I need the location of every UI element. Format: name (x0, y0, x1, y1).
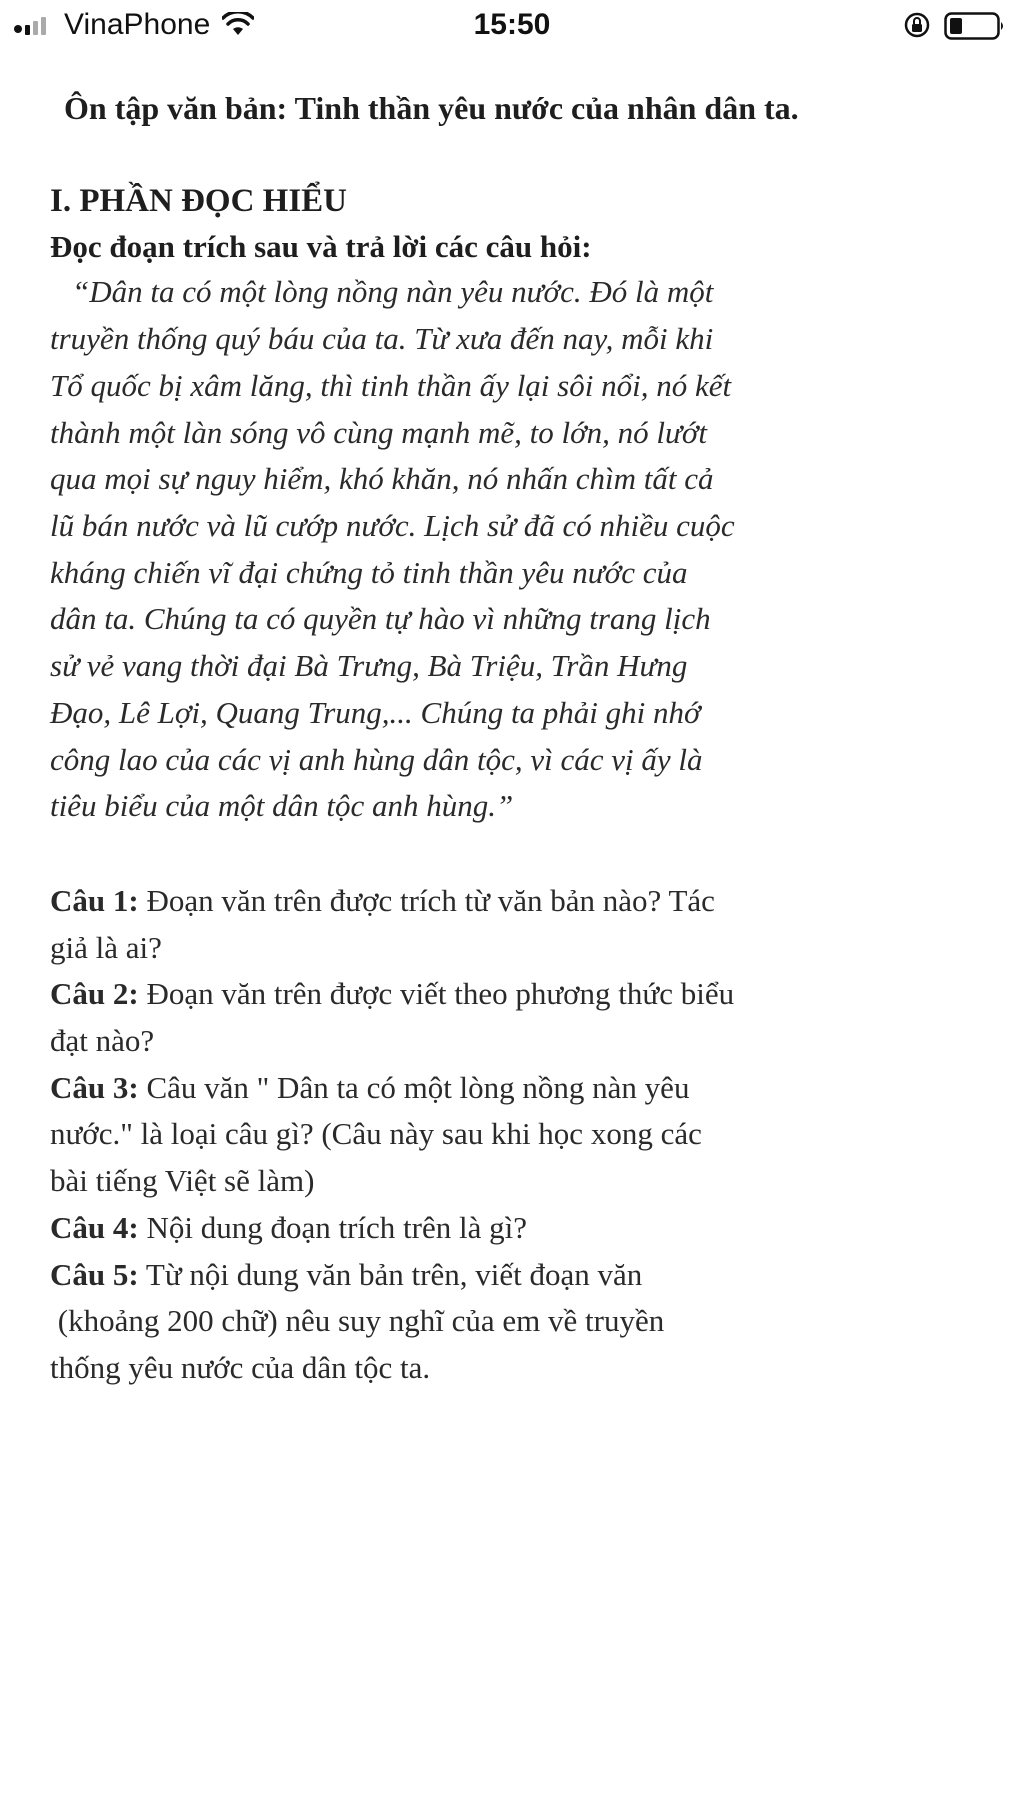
question-text: Đoạn văn trên được trích từ văn bản nào? Tác (138, 882, 715, 918)
question-item (50, 1205, 990, 1252)
question-first-line (50, 878, 990, 925)
question-first-line (50, 1252, 990, 1299)
question-continuation: (khoảng 200 chữ) nêu suy nghĩ của em về truyền (50, 1303, 665, 1339)
question-list (50, 878, 990, 1392)
question-label: Câu 4: (50, 1209, 139, 1245)
question-continuation: bài tiếng Việt sẽ làm) (50, 1163, 315, 1199)
rotation-lock-icon (903, 11, 931, 39)
question-item (50, 1065, 990, 1205)
question-label: Câu 1: (50, 882, 139, 918)
question-first-line (50, 971, 990, 1018)
excerpt-line: dân ta. Chúng ta có quyền tự hào vì những trang lịch (50, 601, 711, 637)
excerpt-line: Đạo, Lê Lợi, Quang Trung,... Chúng ta phải ghi nhớ (50, 694, 701, 730)
question-label: Câu 2: (50, 976, 139, 1012)
instruction: Đọc đoạn trích sau và trả lời các câu hỏi: (50, 229, 592, 265)
status-time: 15:50 (473, 8, 551, 41)
excerpt-line: Tổ quốc bị xâm lăng, thì tinh thần ấy lại sôi nổi, nó kết (50, 367, 732, 403)
question-text: Nội dung đoạn trích trên là gì? (138, 1209, 527, 1245)
question-label: Câu 5: (50, 1256, 139, 1292)
excerpt-line: thành một làn sóng vô cùng mạnh mẽ, to lớn, nó lướt (50, 414, 708, 450)
question-continuation: giả là ai? (50, 929, 162, 965)
question-continuation: nước." là loại câu gì? (Câu này sau khi học xong các (50, 1116, 702, 1152)
excerpt-line: công lao của các vị anh hùng dân tộc, vì các vị ấy là (50, 741, 703, 777)
question-continuation: thống yêu nước của dân tộc ta. (50, 1349, 431, 1385)
excerpt-line: qua mọi sự nguy hiểm, khó khăn, nó nhấn chìm tất cả (50, 461, 714, 497)
excerpt-line: “Dân ta có một lòng nồng nàn yêu nước. Đó là một (72, 274, 714, 310)
question-text: Câu văn " Dân ta có một lòng nồng nàn yêu (138, 1069, 690, 1105)
question-item (50, 971, 990, 1064)
question-continuation: đạt nào? (50, 1023, 155, 1059)
excerpt-line: sử vẻ vang thời đại Bà Trưng, Bà Triệu, Trần Hưng (50, 648, 688, 684)
question-label: Câu 3: (50, 1069, 139, 1105)
question-item (50, 1252, 990, 1392)
battery-icon (944, 12, 1006, 40)
question-text: Từ nội dung văn bản trên, viết đoạn văn (138, 1256, 643, 1292)
excerpt-line: kháng chiến vĩ đại chứng tỏ tinh thần yêu nước của (50, 554, 688, 590)
excerpt-passage (50, 269, 990, 829)
status-bar (0, 0, 1024, 52)
carrier-name: VinaPhone (64, 8, 211, 41)
question-item (50, 878, 990, 971)
question-text: Đoạn văn trên được viết theo phương thức biểu (138, 976, 735, 1012)
section-heading: I. PHẦN ĐỌC HIỂU (50, 182, 348, 219)
excerpt-line: tiêu biểu của một dân tộc anh hùng.” (50, 788, 514, 824)
document-title: Ôn tập văn bản: Tinh thần yêu nước của nhân dân ta. (64, 90, 799, 126)
question-first-line (50, 1065, 990, 1112)
question-first-line (50, 1205, 990, 1252)
excerpt-line: lũ bán nước và lũ cướp nước. Lịch sử đã có nhiều cuộc (50, 508, 735, 543)
excerpt-line: truyền thống quý báu của ta. Từ xưa đến nay, mỗi khi (50, 321, 714, 357)
document (50, 70, 990, 1392)
